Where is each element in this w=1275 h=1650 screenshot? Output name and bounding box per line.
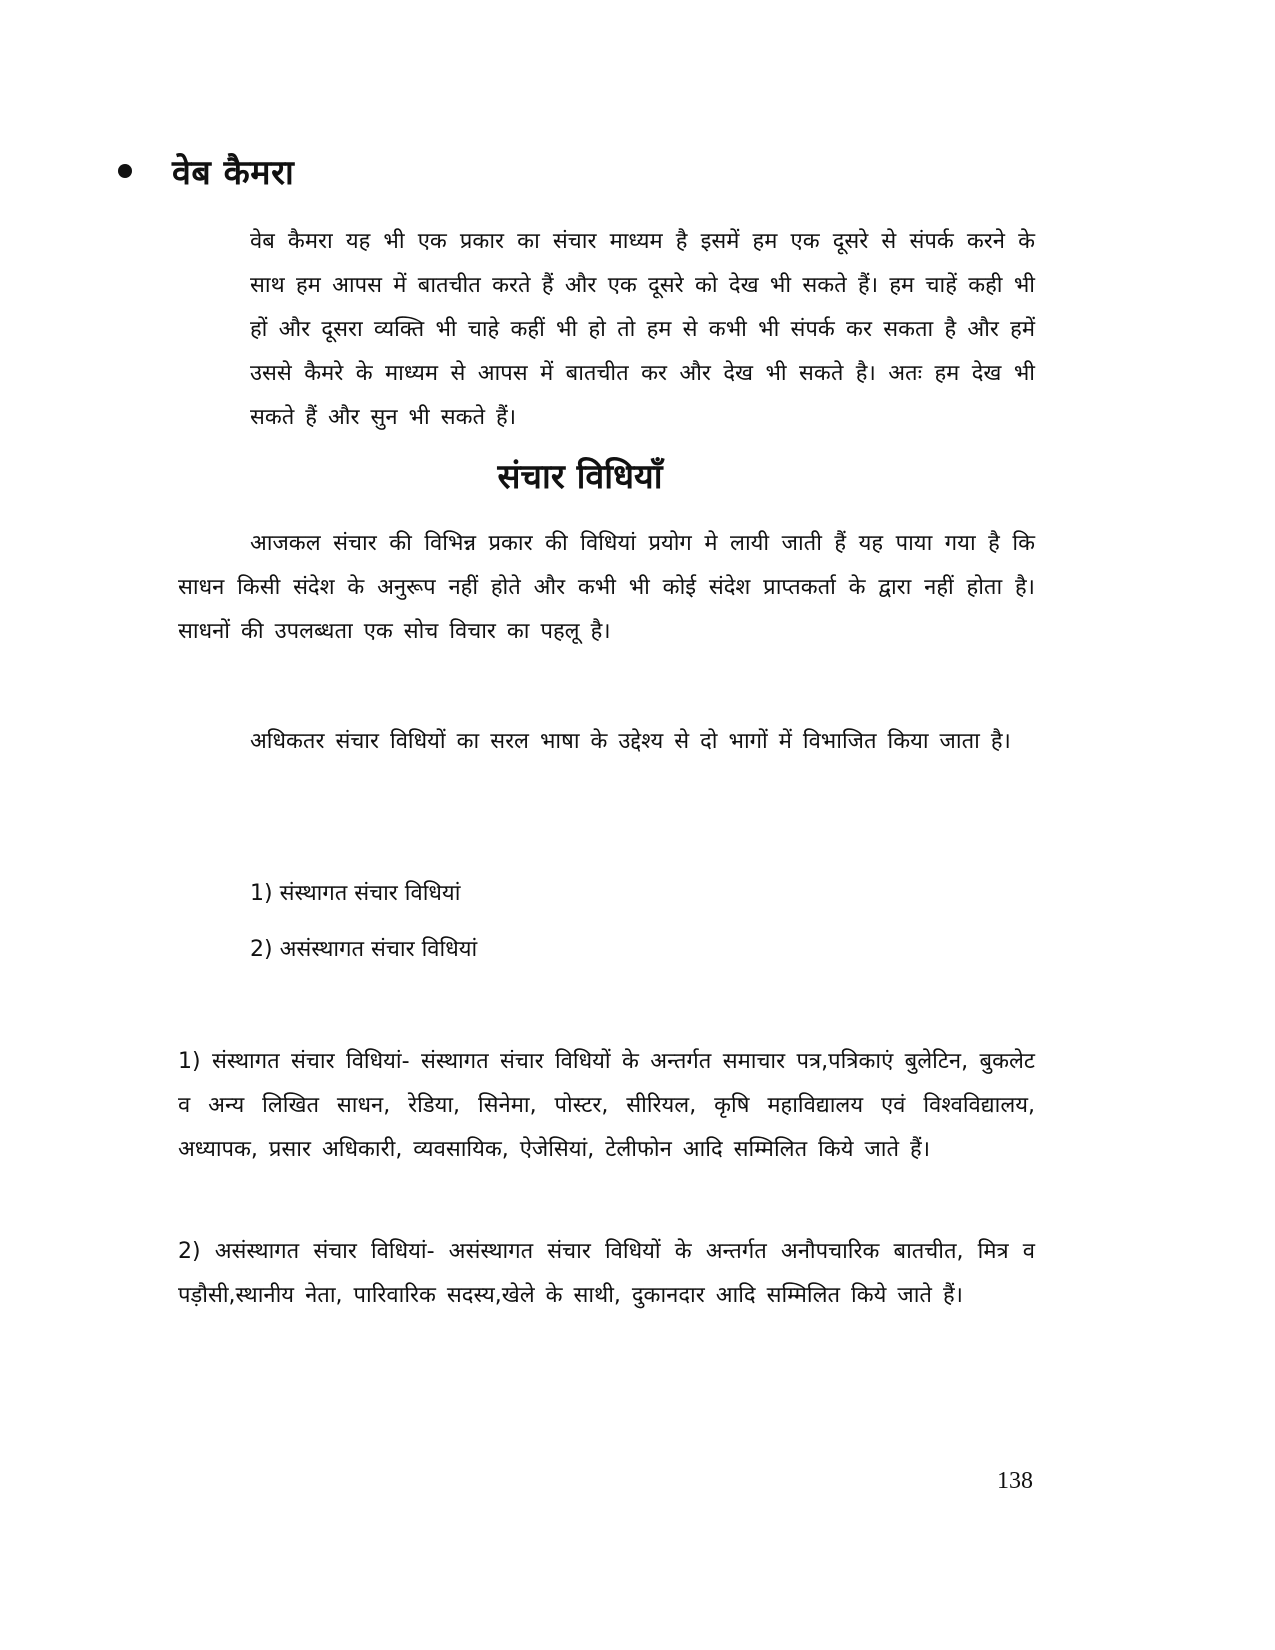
list-item: 1) संस्थागत संचार विधियां <box>250 881 461 906</box>
methods-list <box>250 872 477 984</box>
bullet-icon <box>118 164 132 178</box>
webcam-heading: वेब कैमरा <box>172 153 295 193</box>
list-item: 2) असंस्थागत संचार विधियां <box>250 937 478 962</box>
institutional-paragraph: 1) संस्थागत संचार विधियां- संस्थागत संचार विधियों के अन्तर्गत समाचार पत्र,पत्रिकाएं बुलेटिन, बुकलेट व अन्य लिखित साधन, रेडिया, सिनेमा, पोस्टर, सीरियल, कृषि महाविद्यालय एवं विश्वविद्यालय, अध्यापक, प्रसार अधिकारी, व्यवसायिक, ऐजेसियां, टेलीफोन आदि सम्मिलित किये जाते हैं। <box>178 1049 1035 1162</box>
section-title: संचार विधियाँ <box>497 457 663 497</box>
page-number: 138 <box>997 1468 1033 1494</box>
division-paragraph: अधिकतर संचार विधियों का सरल भाषा के उद्देश्य से दो भागों में विभाजित किया जाता है। <box>250 729 1011 754</box>
intro-paragraph: आजकल संचार की विभिन्न प्रकार की विधियां प्रयोग मे लायी जाती हैं यह पाया गया है कि साधन किसी संदेश के अनुरूप नहीं होते और कभी भी कोई संदेश प्राप्तकर्ता के द्वारा नहीं होता है। साधनों की उपलब्धता एक सोच विचार का पहलू है। <box>178 531 1035 644</box>
non-institutional-paragraph: 2) असंस्थागत संचार विधियां- असंस्थागत संचार विधियों के अन्तर्गत अनौपचारिक बातचीत, मित्र व पड़ौसी,स्थानीय नेता, पारिवारिक सदस्य,खेले के साथी, दुकानदार आदि सम्मिलित किये जाते हैं। <box>178 1239 1035 1308</box>
webcam-heading-block <box>118 148 294 194</box>
webcam-paragraph: वेब कैमरा यह भी एक प्रकार का संचार माध्यम है इसमें हम एक दूसरे से संपर्क करने के साथ हम आपस में बातचीत करते हैं और एक दूसरे को देख भी सकते हैं। हम चाहें कही भी हों और दूसरा व्यक्ति भी चाहे कहीं भी हो तो हम से कभी भी संपर्क कर सकता है और हमें उससे कैमरे के माध्यम से आपस में बातचीत कर और देख भी सकते है। अतः हम देख भी सकते हैं और सुन भी सकते हैं। <box>250 229 1035 430</box>
